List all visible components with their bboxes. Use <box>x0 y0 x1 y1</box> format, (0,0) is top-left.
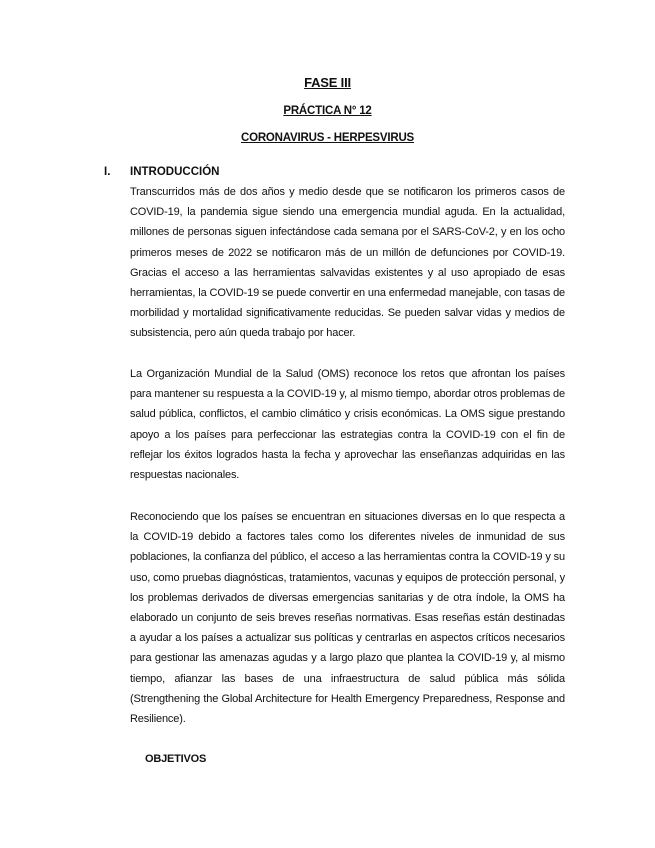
intro-paragraph-2: La Organización Mundial de la Salud (OMS) reconoce los retos que afrontan los países para mantener su respuesta a la COVID-19 y, al mismo tiempo, abordar otros problemas de salud pública, conflictos, el cambio climático y crisis económicas. La OMS sigue prestando apoyo a los países para perfeccionar las estrategias contra la COVID-19 con el fin de reflejar los éxitos logrados hasta la fecha y aprovechar las enseñanzas adquiridas en las respuestas nacionales. <box>130 368 565 482</box>
section-number: I. <box>104 166 111 178</box>
topic-title: CORONAVIRUS - HERPESVIRUS <box>240 132 415 144</box>
intro-paragraph-3: Reconociendo que los países se encuentran en situaciones diversas en lo que respecta a la COVID-19 debido a factores tales como los diferentes niveles de inmunidad de sus poblaciones, la confianza del público, el acceso a las herramientas contra la COVID-19 y su uso, como pruebas diagnósticas, tratamientos, vacunas y equipos de protección personal, y los problemas derivados de diversas emergencias sanitarias y de otra índole, la OMS ha elaborado un conjunto de seis breves reseñas normativas. Esas reseñas están destinadas a ayudar a los países a actualizar sus políticas y centrarlas en aspectos críticos necesarios para gestionar las amenazas agudas y a largo plazo que plantea la COVID-19 y, al mismo tiempo, afianzar las bases de una infraestructura de salud pública más sólida (Strengthening the Global Architecture for Health Emergency Preparedness, Response and Resilience). <box>130 511 565 726</box>
practice-title: PRÁCTICA N° 12 <box>283 105 372 117</box>
intro-paragraph-1: Transcurridos más de dos años y medio desde que se notificaron los primeros casos de COVID-19, la pandemia sigue siendo una emergencia mundial aguda. En la actualidad, millones de personas siguen infectándose cada semana por el SARS-CoV-2, y en los ocho primeros meses de 2022 se notificaron más de un millón de defunciones por COVID-19. Gracias el acceso a las herramientas salvavidas existentes y al uso apropiado de esas herramientas, la COVID-19 se puede convertir en una enfermedad manejable, con tasas de morbilidad y mortalidad significativamente reducidas. Se pueden salvar vidas y medios de subsistencia, pero aún queda trabajo por hacer. <box>130 186 565 340</box>
phase-title: FASE III <box>304 75 351 90</box>
section-title: INTRODUCCIÓN <box>130 166 220 178</box>
objectives-heading: OBJETIVOS <box>145 753 207 765</box>
